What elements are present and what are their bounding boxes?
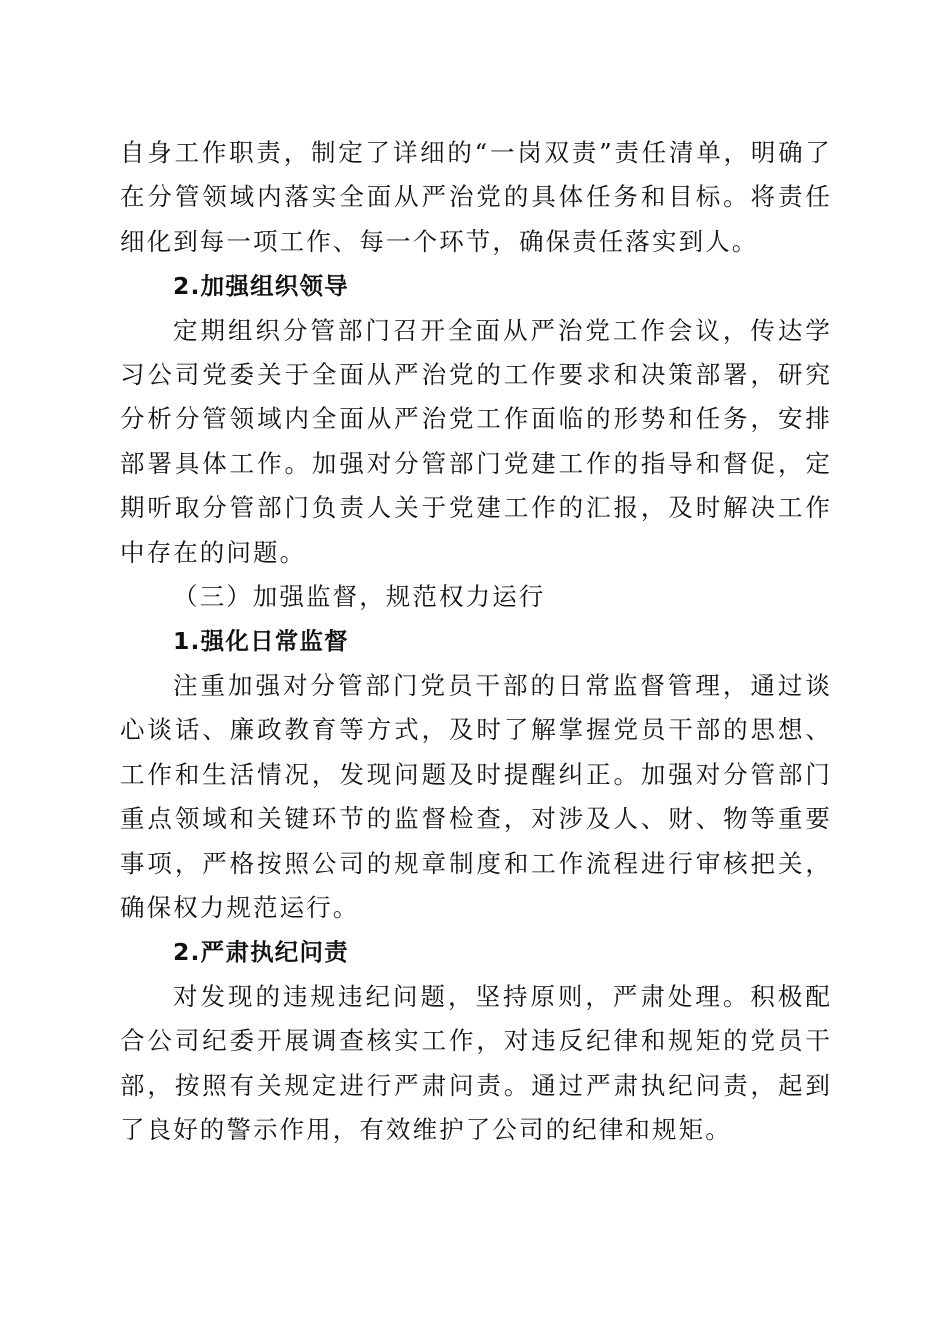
subsection-title-supervision: （三）加强监督，规范权力运行 <box>173 582 546 612</box>
section-heading-daily-supervision: 1.强化日常监督 <box>173 627 349 656</box>
body-paragraph-discipline: 对发现的违规违纪问题，坚持原则，严肃处理。积极配合公司纪委开展调查核实工作，对违反纪律和规矩的党员干部，按照有关规定进行严肃问责。通过严肃执纪问责，起到了良好的警示作用，有效维护了公司的纪律和规矩。 <box>120 981 832 1144</box>
body-paragraph-leadership: 定期组织分管部门召开全面从严治党工作会议，传达学习公司党委关于全面从严治党的工作要求和决策部署，研究分析分管领域内全面从严治党工作面临的形势和任务，安排部署具体工作。加强对分管部门党建工作的指导和督促，定期听取分管部门负责人关于党建工作的汇报，及时解决工作中存在的问题。 <box>120 315 832 567</box>
section-heading-discipline-accountability: 2.严肃执纪问责 <box>173 938 349 967</box>
document-body <box>120 131 832 1152</box>
body-paragraph-daily-supervision: 注重加强对分管部门党员干部的日常监督管理，通过谈心谈话、廉政教育等方式，及时了解掌握党员干部的思想、工作和生活情况，发现问题及时提醒纠正。加强对分管部门重点领域和关键环节的监督检查，对涉及人、财、物等重要事项，严格按照公司的规章制度和工作流程进行审核把关，确保权力规范运行。 <box>120 670 832 922</box>
section-heading-strengthen-leadership: 2.加强组织领导 <box>173 272 349 301</box>
body-paragraph-continued: 自身工作职责，制定了详细的“一岗双责”责任清单，明确了在分管领域内落实全面从严治党的具体任务和目标。将责任细化到每一项工作、每一个环节，确保责任落实到人。 <box>120 138 832 256</box>
